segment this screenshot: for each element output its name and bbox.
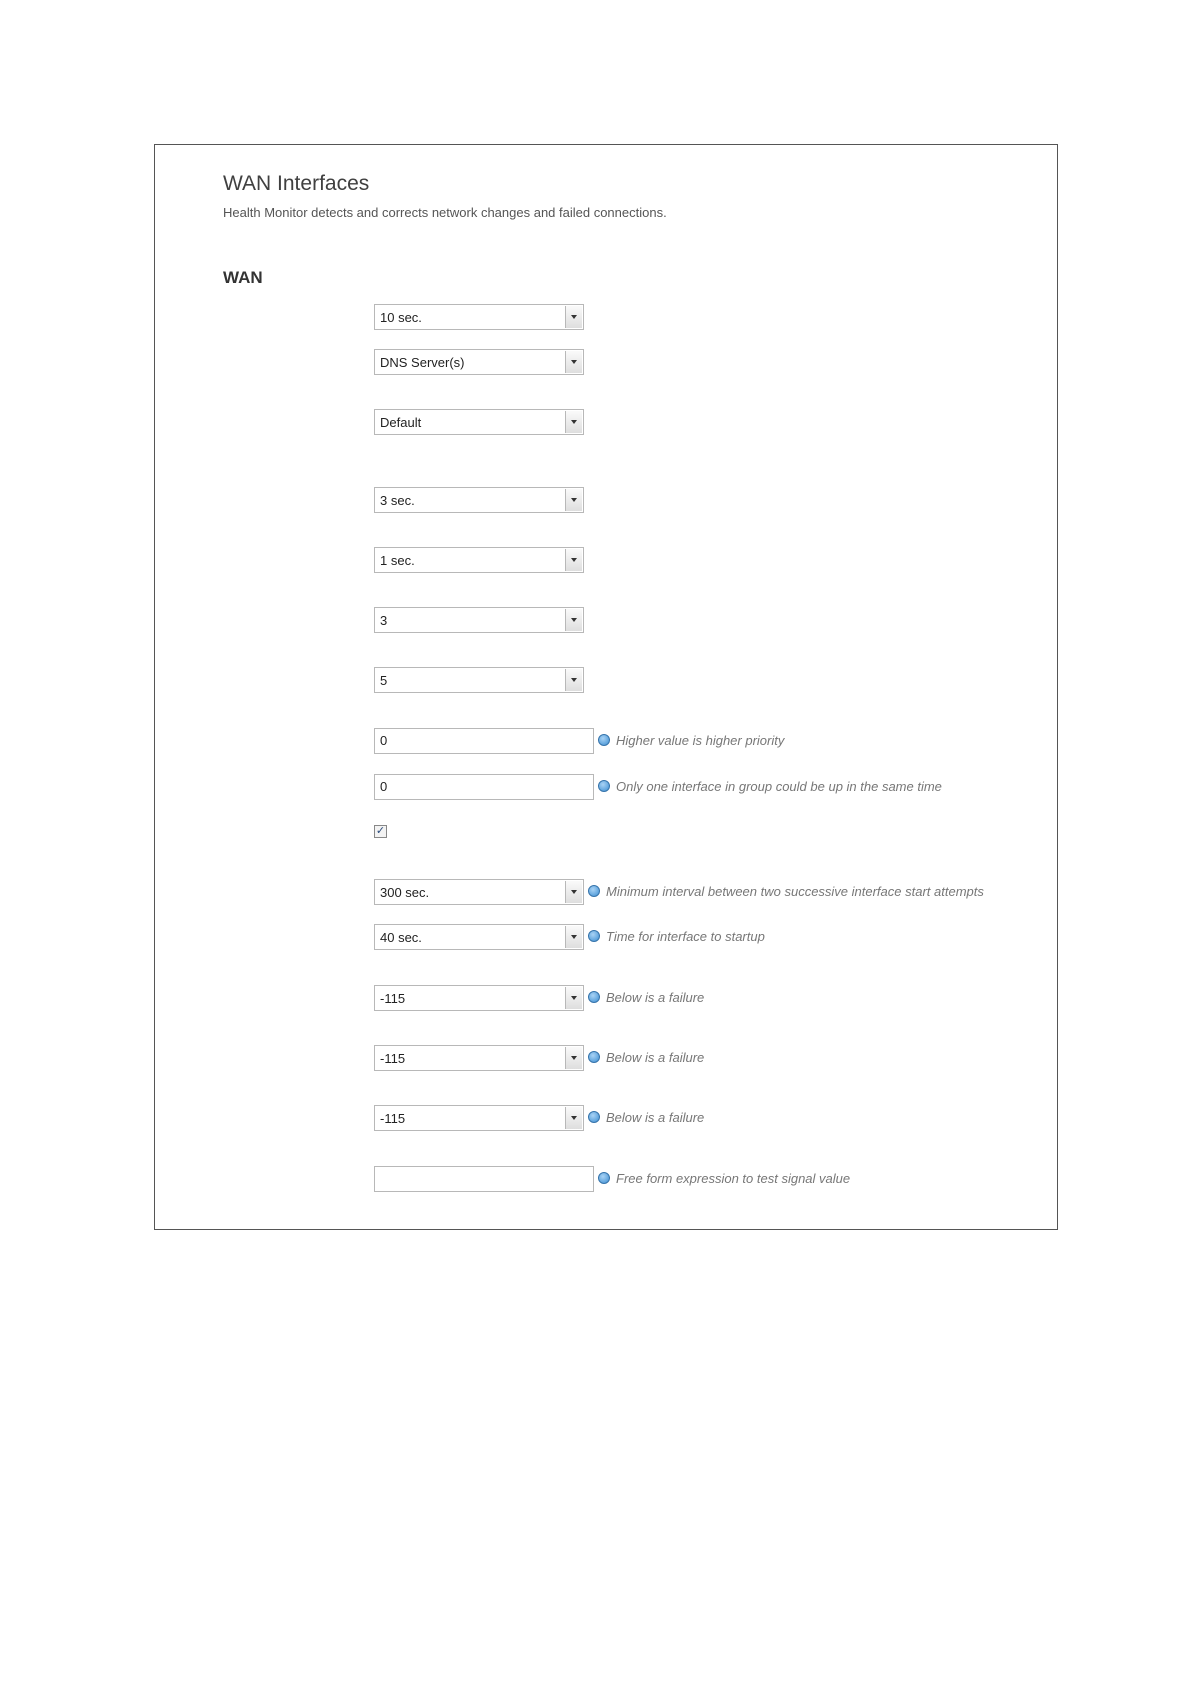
attempts-failover-select[interactable] [374, 607, 584, 633]
section-title: WAN [223, 268, 263, 287]
help-icon [588, 885, 600, 897]
start-timeout-hint [588, 929, 765, 944]
chevron-down-icon[interactable] [565, 306, 582, 328]
chevron-down-icon[interactable] [565, 351, 582, 373]
select-value: 10 sec. [380, 310, 422, 325]
help-icon [588, 991, 600, 1003]
ecio-threshold-select[interactable] [374, 1105, 584, 1131]
page-description: Health Monitor detects and corrects network changes and failed connections. [223, 205, 667, 220]
conntrack-hosts-select[interactable] [374, 409, 584, 435]
settings-panel [154, 144, 1058, 1230]
help-icon [588, 1051, 600, 1063]
help-icon [598, 780, 610, 792]
select-value: 40 sec. [380, 930, 422, 945]
help-icon [598, 1172, 610, 1184]
priority-input[interactable]: 0 [374, 728, 594, 754]
select-value: -115 [380, 1111, 406, 1126]
chevron-down-icon[interactable] [565, 609, 582, 631]
chevron-down-icon[interactable] [565, 881, 582, 903]
chevron-down-icon[interactable] [565, 411, 582, 433]
chevron-down-icon[interactable] [565, 926, 582, 948]
hint-text: Time for interface to startup [606, 929, 765, 944]
hint-text: Below is a failure [606, 1110, 705, 1125]
hint-text: Free form expression to test signal value [616, 1171, 851, 1186]
priority-hint [598, 733, 784, 748]
select-value: 300 sec. [380, 885, 430, 900]
hint-text: Below is a failure [606, 1050, 705, 1065]
signal-test-input[interactable] [374, 1166, 594, 1192]
min-ifup-hint [588, 884, 984, 899]
signal-threshold-hint [588, 990, 704, 1005]
hint-text: Higher value is higher priority [616, 733, 785, 748]
manage-state-checkbox[interactable]: ✓ [375, 825, 386, 837]
chevron-down-icon[interactable] [565, 1047, 582, 1069]
signal-threshold-select[interactable] [374, 985, 584, 1011]
chevron-down-icon[interactable] [565, 669, 582, 691]
exclusive-group-hint [598, 779, 942, 794]
hint-text: Only one interface in group could be up in the same time [616, 779, 942, 794]
help-icon [598, 734, 610, 746]
select-value: 5 [380, 673, 388, 688]
icmp-interval-select[interactable] [374, 547, 584, 573]
help-icon [588, 1111, 600, 1123]
select-value: DNS Server(s) [380, 355, 465, 370]
chevron-down-icon[interactable] [565, 1107, 582, 1129]
ecio-threshold-hint [588, 1110, 704, 1125]
select-value: 3 [380, 613, 388, 628]
chevron-down-icon[interactable] [565, 987, 582, 1009]
page-title: WAN Interfaces [223, 172, 370, 195]
hint-text: Minimum interval between two successive interface start attempts [606, 884, 984, 899]
exclusive-group-input[interactable]: 0 [374, 774, 594, 800]
select-value: -115 [380, 1051, 406, 1066]
attempts-recovery-select[interactable] [374, 667, 584, 693]
chevron-down-icon[interactable] [565, 549, 582, 571]
min-ifup-interval-select[interactable] [374, 879, 584, 905]
select-value: -115 [380, 991, 406, 1006]
select-value: Default [380, 415, 422, 430]
icmp-hosts-select[interactable] [374, 349, 584, 375]
icmp-timeout-select[interactable] [374, 487, 584, 513]
health-monitor-interval-select[interactable] [374, 304, 584, 330]
rscp-threshold-hint [588, 1050, 704, 1065]
signal-test-hint [598, 1171, 850, 1186]
chevron-down-icon[interactable] [565, 489, 582, 511]
help-icon [588, 930, 600, 942]
select-value: 3 sec. [380, 493, 415, 508]
start-timeout-select[interactable] [374, 924, 584, 950]
rscp-threshold-select[interactable] [374, 1045, 584, 1071]
hint-text: Below is a failure [606, 990, 705, 1005]
select-value: 1 sec. [380, 553, 415, 568]
